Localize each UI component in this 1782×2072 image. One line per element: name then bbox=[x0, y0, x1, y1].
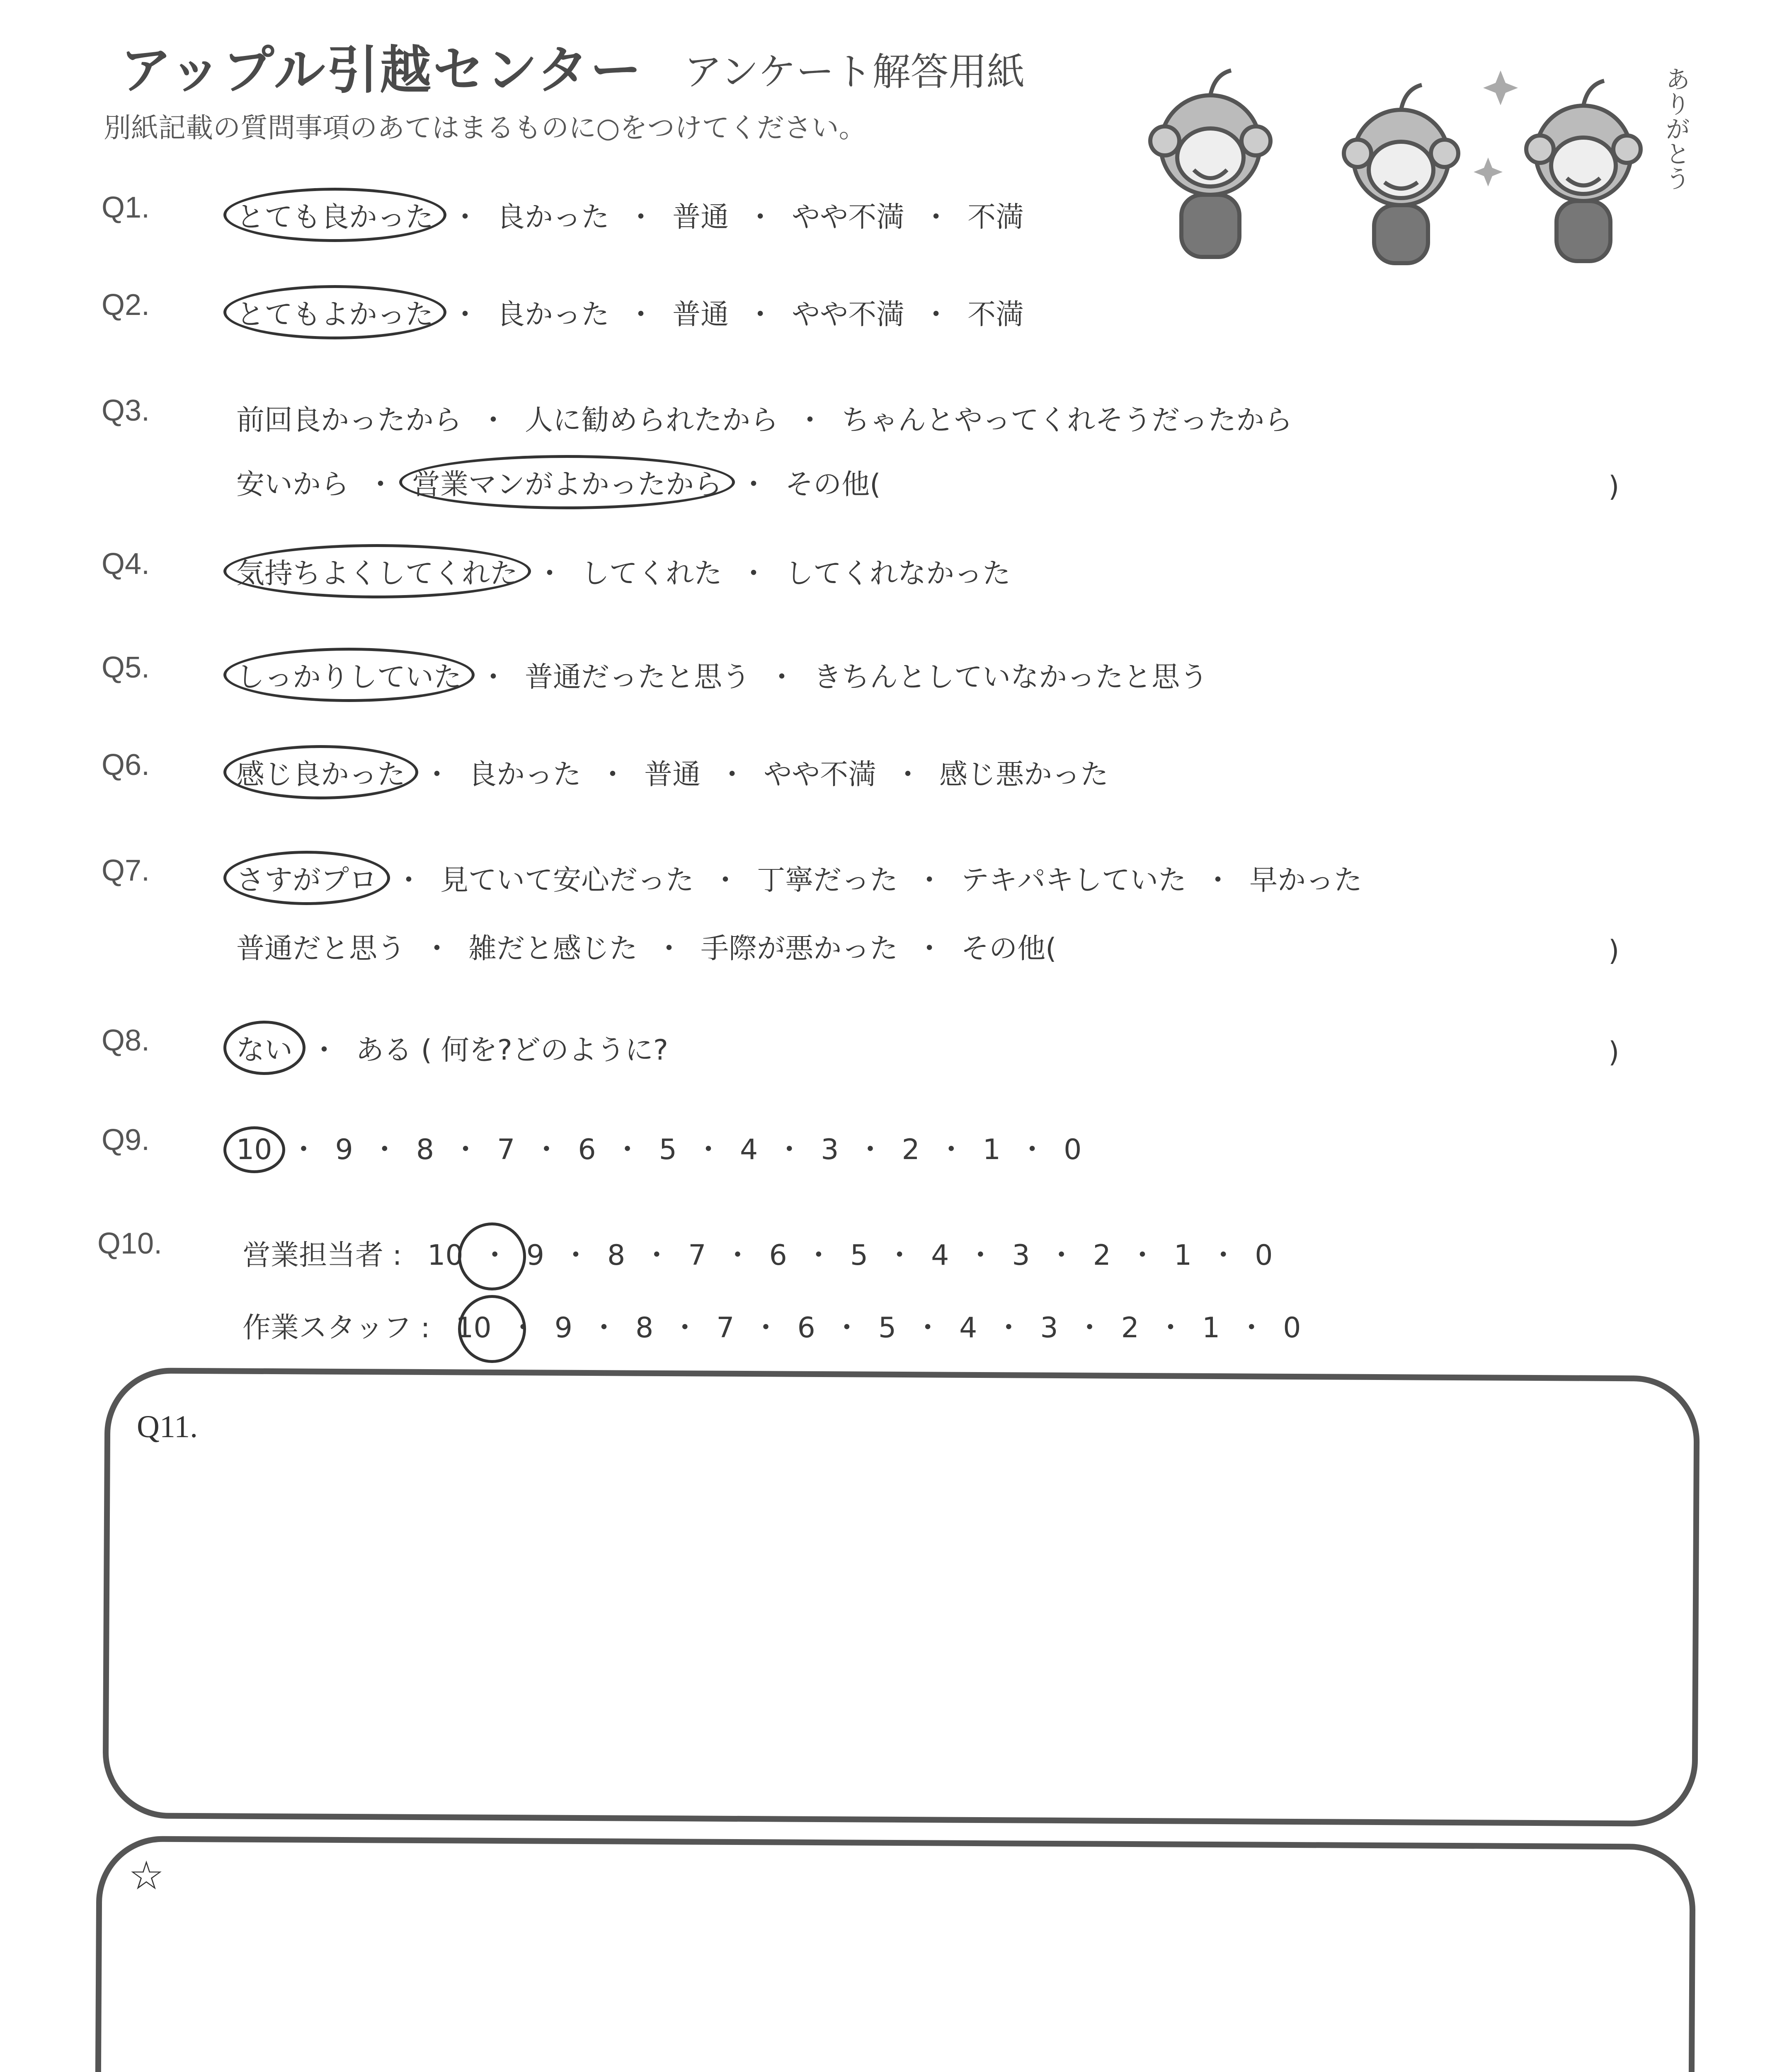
option-separator: ・ bbox=[642, 1239, 671, 1272]
option-separator: ・ bbox=[532, 1133, 561, 1166]
option-separator: ・ bbox=[1156, 1312, 1185, 1344]
question-number: Q9. bbox=[102, 1123, 150, 1157]
scale-option[interactable]: 10 bbox=[456, 1312, 492, 1344]
option-separator: ・ bbox=[423, 758, 451, 791]
scale-option[interactable]: 7 bbox=[716, 1312, 735, 1344]
answer-option[interactable]: 丁寧だった bbox=[757, 864, 898, 897]
option-separator: ・ bbox=[1075, 1312, 1104, 1344]
option-separator: ・ bbox=[994, 1312, 1023, 1344]
option-separator: ・ bbox=[768, 661, 796, 694]
answer-option[interactable]: 2 bbox=[902, 1133, 920, 1166]
question-number: Q3. bbox=[102, 394, 150, 427]
scale-option[interactable]: 8 bbox=[635, 1312, 654, 1344]
option-separator: ・ bbox=[746, 298, 775, 331]
question-options-row bbox=[236, 398, 1292, 438]
scale-option[interactable]: 8 bbox=[607, 1239, 626, 1272]
star-comment-box[interactable] bbox=[94, 1836, 1696, 2072]
scale-option[interactable]: 9 bbox=[554, 1312, 572, 1344]
star-label: ☆ bbox=[128, 1854, 165, 1898]
page-title: アップル引越センター bbox=[120, 41, 643, 100]
answer-option[interactable]: その他( bbox=[961, 932, 1057, 965]
answer-option-selected[interactable]: ない bbox=[223, 1021, 305, 1075]
answer-option[interactable]: 感じ悪かった bbox=[939, 758, 1109, 791]
option-separator: ・ bbox=[599, 758, 627, 791]
option-separator: ・ bbox=[796, 404, 824, 437]
q10-sales-row bbox=[242, 1233, 1273, 1273]
question-number: Q2. bbox=[102, 288, 150, 322]
question-number: Q6. bbox=[102, 748, 150, 782]
scale-option[interactable]: 6 bbox=[769, 1239, 787, 1272]
q10-staff-scale bbox=[456, 1312, 1301, 1344]
option-separator: ・ bbox=[479, 404, 508, 437]
answer-option[interactable]: してくれなかった bbox=[785, 557, 1011, 590]
option-separator: ・ bbox=[922, 201, 950, 234]
question-options-row bbox=[236, 195, 1024, 235]
answer-option[interactable]: テキパキしていた bbox=[961, 864, 1187, 897]
option-separator: ・ bbox=[775, 1133, 804, 1166]
question-options-row bbox=[236, 926, 1057, 966]
scale-option[interactable]: 1 bbox=[1173, 1239, 1192, 1272]
option-separator: ・ bbox=[711, 864, 740, 897]
answer-option[interactable]: 普通 bbox=[672, 201, 729, 234]
answer-option[interactable]: 5 bbox=[659, 1133, 677, 1166]
q10-sales-label: 営業担当者 : bbox=[242, 1239, 402, 1272]
answer-option[interactable]: 人に勧められたから bbox=[525, 404, 779, 437]
option-separator: ・ bbox=[739, 557, 768, 590]
option-separator: ・ bbox=[914, 1312, 942, 1344]
answer-option-selected[interactable]: とてもよかった bbox=[223, 285, 446, 339]
answer-option[interactable]: 良かった bbox=[468, 758, 582, 791]
other-close-paren: ) bbox=[1608, 1036, 1620, 1069]
option-separator: ・ bbox=[370, 1133, 399, 1166]
answer-option[interactable]: 普通 bbox=[672, 298, 729, 331]
option-separator: ・ bbox=[885, 1239, 914, 1272]
option-separator: ・ bbox=[746, 201, 775, 234]
question-options-row bbox=[236, 655, 1208, 695]
question-number: Q1. bbox=[102, 191, 150, 224]
answer-option-selected[interactable]: しっかりしていた bbox=[223, 648, 475, 702]
option-separator: ・ bbox=[613, 1133, 642, 1166]
scale-option[interactable]: 1 bbox=[1202, 1312, 1220, 1344]
scale-option[interactable]: 5 bbox=[878, 1312, 897, 1344]
option-separator: ・ bbox=[366, 468, 395, 501]
option-separator: ・ bbox=[1128, 1239, 1156, 1272]
scale-option[interactable]: 3 bbox=[1012, 1239, 1030, 1272]
answer-option[interactable]: 安いから bbox=[236, 468, 349, 501]
question-number: Q8. bbox=[102, 1024, 150, 1057]
option-separator: ・ bbox=[739, 468, 768, 501]
answer-option[interactable]: 雑だと感じた bbox=[468, 932, 638, 965]
answer-option-selected[interactable]: 10 bbox=[223, 1126, 285, 1173]
q10-staff-label: 作業スタッフ : bbox=[242, 1312, 430, 1344]
option-separator: ・ bbox=[937, 1133, 965, 1166]
q11-label: Q11. bbox=[137, 1409, 198, 1444]
scale-option[interactable]: 5 bbox=[850, 1239, 868, 1272]
option-separator: ・ bbox=[804, 1239, 833, 1272]
option-separator: ・ bbox=[856, 1133, 885, 1166]
question-options-row bbox=[236, 858, 1362, 898]
answer-option-selected[interactable]: 感じ良かった bbox=[223, 745, 418, 799]
instruction-text: 別紙記載の質問事項のあてはまるものに○をつけてください。 bbox=[104, 112, 866, 144]
q10-staff-row bbox=[242, 1305, 1301, 1346]
answer-option[interactable]: 1 bbox=[982, 1133, 1001, 1166]
q11-comment-box[interactable] bbox=[102, 1368, 1700, 1827]
answer-option[interactable]: 不満 bbox=[967, 298, 1024, 331]
answer-option-selected[interactable]: とても良かった bbox=[223, 188, 446, 242]
answer-option[interactable]: してくれた bbox=[581, 557, 722, 590]
option-separator: ・ bbox=[536, 557, 564, 590]
answer-option[interactable]: 不満 bbox=[967, 201, 1024, 234]
answer-option[interactable]: 8 bbox=[416, 1133, 434, 1166]
answer-option[interactable]: 9 bbox=[335, 1133, 353, 1166]
question-options-row bbox=[236, 462, 881, 502]
answer-option[interactable]: 6 bbox=[578, 1133, 596, 1166]
answer-option[interactable]: やや不満 bbox=[792, 298, 905, 331]
question-number: Q10. bbox=[97, 1227, 162, 1260]
scale-option[interactable]: 6 bbox=[797, 1312, 815, 1344]
option-separator: ・ bbox=[479, 661, 508, 694]
answer-option-selected[interactable]: 気持ちよくしてくれた bbox=[223, 544, 531, 598]
answer-option[interactable]: 前回良かったから bbox=[236, 404, 462, 437]
answer-option[interactable]: 普通だったと思う bbox=[525, 661, 751, 694]
page-subtitle: アンケート解答用紙 bbox=[684, 50, 1025, 94]
answer-option[interactable]: 良かった bbox=[497, 298, 610, 331]
option-separator: ・ bbox=[395, 864, 423, 897]
question-number: Q7. bbox=[102, 854, 150, 887]
scale-option[interactable]: 4 bbox=[959, 1312, 977, 1344]
option-separator: ・ bbox=[451, 201, 480, 234]
option-separator: ・ bbox=[922, 298, 950, 331]
question-number: Q5. bbox=[102, 651, 150, 684]
question-number: Q4. bbox=[102, 547, 150, 581]
option-separator: ・ bbox=[655, 932, 684, 965]
option-separator: ・ bbox=[423, 932, 451, 965]
option-separator: ・ bbox=[966, 1239, 995, 1272]
option-separator: ・ bbox=[561, 1239, 590, 1272]
answer-option[interactable]: 手際が悪かった bbox=[701, 932, 898, 965]
question-options-row bbox=[236, 1127, 1081, 1167]
option-separator: ・ bbox=[915, 932, 944, 965]
answer-option[interactable]: 見ていて安心だった bbox=[440, 864, 694, 897]
option-separator: ・ bbox=[915, 864, 944, 897]
option-separator: ・ bbox=[627, 298, 655, 331]
option-separator: ・ bbox=[627, 201, 655, 234]
answer-option[interactable]: 3 bbox=[821, 1133, 839, 1166]
question-options-row bbox=[236, 1028, 668, 1068]
answer-option-selected[interactable]: 営業マンがよかったから bbox=[399, 455, 735, 509]
scale-option[interactable]: 3 bbox=[1040, 1312, 1058, 1344]
other-close-paren: ) bbox=[1608, 470, 1620, 503]
option-separator: ・ bbox=[1209, 1239, 1238, 1272]
scale-option[interactable]: 2 bbox=[1093, 1239, 1111, 1272]
thanks-text: ありがとう bbox=[1661, 66, 1690, 191]
option-separator: ・ bbox=[832, 1312, 861, 1344]
question-options-row bbox=[236, 551, 1011, 591]
option-separator: ・ bbox=[752, 1312, 780, 1344]
option-separator: ・ bbox=[671, 1312, 699, 1344]
option-separator: ・ bbox=[589, 1312, 618, 1344]
option-separator: ・ bbox=[289, 1133, 318, 1166]
option-separator: ・ bbox=[451, 298, 480, 331]
scale-option[interactable]: 10 bbox=[427, 1239, 463, 1272]
question-options-row bbox=[236, 292, 1024, 332]
option-separator: ・ bbox=[694, 1133, 722, 1166]
scale-option[interactable]: 7 bbox=[688, 1239, 706, 1272]
answer-option[interactable]: 4 bbox=[739, 1133, 758, 1166]
option-separator: ・ bbox=[1047, 1239, 1076, 1272]
option-separator: ・ bbox=[509, 1312, 537, 1344]
answer-option[interactable]: 早かった bbox=[1249, 864, 1363, 897]
option-separator: ・ bbox=[718, 758, 747, 791]
option-separator: ・ bbox=[451, 1133, 480, 1166]
other-close-paren: ) bbox=[1608, 934, 1620, 967]
answer-option-selected[interactable]: さすがプロ bbox=[223, 851, 390, 905]
option-separator: ・ bbox=[894, 758, 922, 791]
option-separator: ・ bbox=[1204, 864, 1232, 897]
monkey-mascots-illustration bbox=[1127, 50, 1708, 282]
answer-option[interactable]: 7 bbox=[497, 1133, 515, 1166]
option-separator: ・ bbox=[310, 1034, 339, 1067]
scale-option[interactable]: 0 bbox=[1283, 1312, 1301, 1344]
answer-option[interactable]: 0 bbox=[1064, 1133, 1082, 1166]
option-separator: ・ bbox=[480, 1239, 509, 1272]
question-options-row bbox=[236, 752, 1108, 792]
answer-option[interactable]: 普通 bbox=[644, 758, 701, 791]
answer-option[interactable]: ちゃんとやってくれそうだったから bbox=[841, 404, 1293, 437]
answer-option[interactable]: やや不満 bbox=[764, 758, 877, 791]
scale-option[interactable]: 0 bbox=[1255, 1239, 1273, 1272]
answer-option[interactable]: きちんとしていなかったと思う bbox=[813, 661, 1208, 694]
answer-option[interactable]: ある ( 何を?どのように? bbox=[356, 1034, 668, 1067]
q10-sales-scale bbox=[427, 1239, 1273, 1272]
option-separator: ・ bbox=[723, 1239, 752, 1272]
answer-option[interactable]: 普通だと思う bbox=[236, 932, 406, 965]
option-separator: ・ bbox=[1237, 1312, 1266, 1344]
scale-option[interactable]: 2 bbox=[1121, 1312, 1139, 1344]
answer-option[interactable]: やや不満 bbox=[792, 201, 905, 234]
answer-option[interactable]: 良かった bbox=[497, 201, 610, 234]
answer-option[interactable]: その他( bbox=[785, 468, 881, 501]
scale-option[interactable]: 4 bbox=[931, 1239, 949, 1272]
scale-option[interactable]: 9 bbox=[526, 1239, 544, 1272]
option-separator: ・ bbox=[1018, 1133, 1047, 1166]
